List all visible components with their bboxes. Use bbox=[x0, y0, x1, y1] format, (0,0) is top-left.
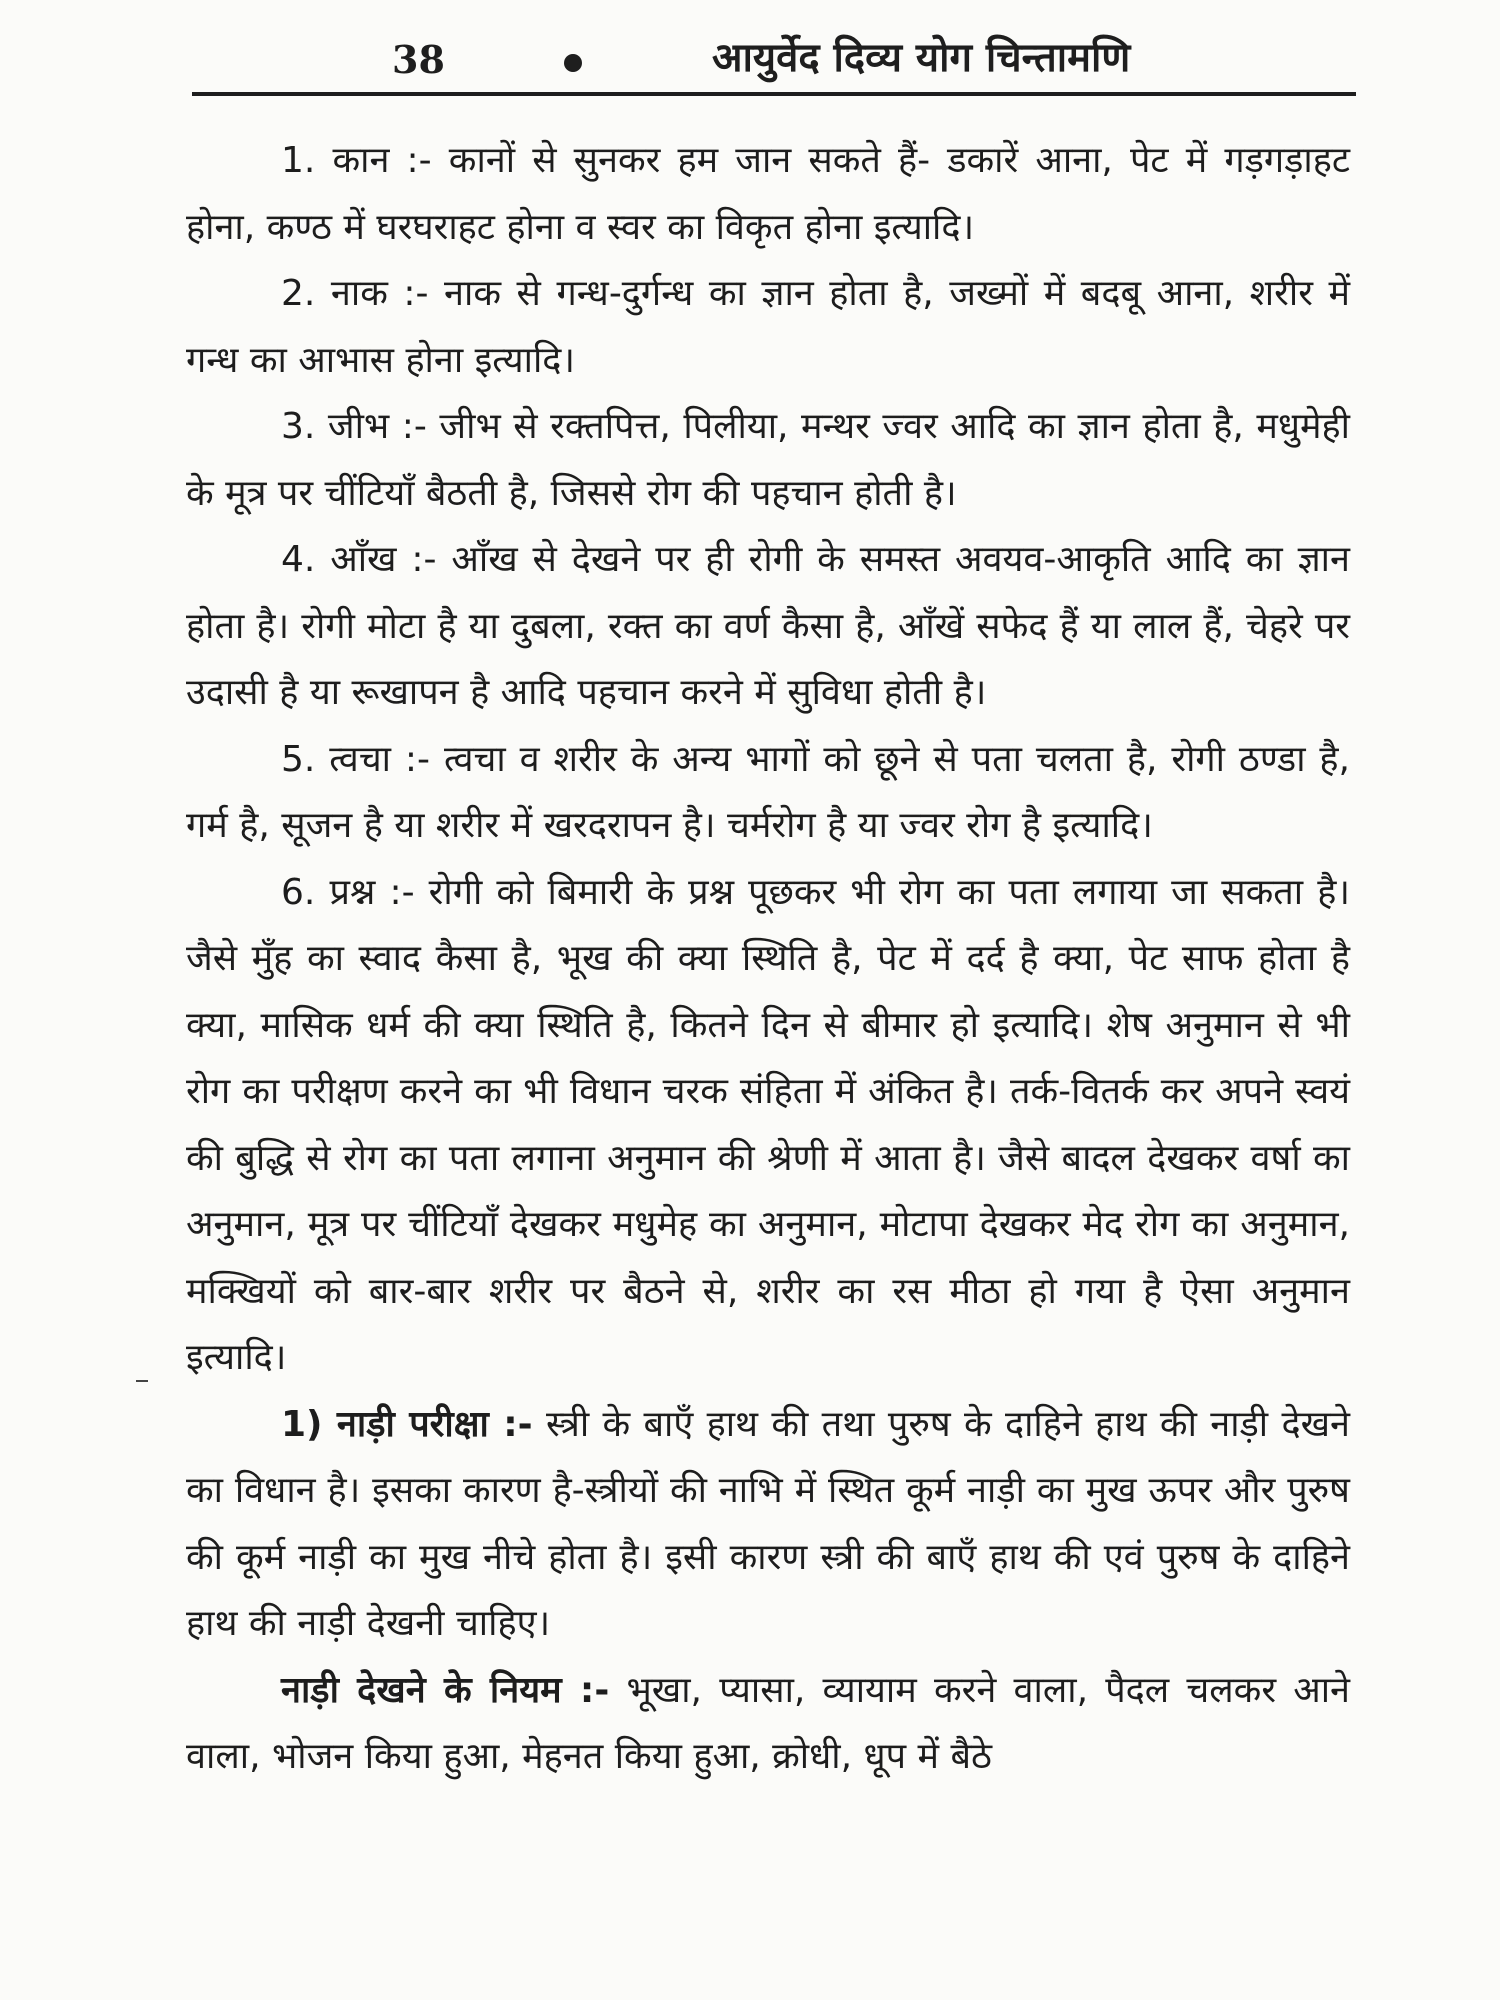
paragraph-text: 1. कान :- कानों से सुनकर हम जान सकते हैं- डकारें आना, पेट में गड़गड़ाहट होना, कण्ठ में घरघराहट होना व स्वर का विकृत होना इत्यादि। bbox=[186, 140, 1350, 248]
running-head bbox=[192, 28, 1356, 92]
paragraph-nose bbox=[186, 261, 1350, 394]
paragraph-heading: नाड़ी देखने के नियम :- bbox=[281, 1669, 610, 1711]
paragraph-pulse-rules bbox=[186, 1658, 1350, 1791]
paragraph-text: भूखा, प्यासा, व्यायाम करने वाला, पैदल चलकर आने वाला, भोजन किया हुआ, मेहनत किया हुआ, क्रोधी, धूप में बैठे bbox=[186, 1669, 1351, 1777]
book-title: आयुर्वेद दिव्य योग चिन्तामणि bbox=[712, 34, 1131, 81]
margin-mark bbox=[136, 1380, 148, 1382]
paragraph-text: 6. प्रश्न :- रोगी को बिमारी के प्रश्न पूछकर भी रोग का पता लगाया जा सकता है। जैसे मुँह का स्वाद कैसा है, भूख की क्या स्थिति है, पेट में दर्द है क्या, पेट साफ होता है क्या, मासिक धर्म की क्या स्थिति है, कितने दिन से बीमार हो इत्यादि। शेष अनुमान से भी रोग का परीक्षण करने का भी विधान चरक संहिता में अंकित है। तर्क-वितर्क कर अपने स्वयं की बुद्धि से रोग का पता लगाना अनुमान की श्रेणी में आता है। जैसे बादल देखकर वर्षा का अनुमान, मूत्र पर चींटियाँ देखकर मधुमेह का अनुमान, मोटापा देखकर मेद रोग का अनुमान, मक्खियों को बार-बार शरीर पर बैठने से, शरीर का रस मीठा हो गया है ऐसा अनुमान इत्यादि। bbox=[186, 871, 1350, 1378]
paragraph-heading: 1) नाड़ी परीक्षा :- bbox=[281, 1403, 533, 1445]
paragraph-text: 4. आँख :- आँख से देखने पर ही रोगी के समस्त अवयव-आकृति आदि का ज्ञान होता है। रोगी मोटा है या दुबला, रक्त का वर्ण कैसा है, आँखें सफेद हैं या लाल हैं, चेहरे पर उदासी है या रूखापन है आदि पहचान करने में सुविधा होती है। bbox=[186, 539, 1350, 713]
header-rule bbox=[192, 92, 1356, 96]
paragraph-question bbox=[186, 860, 1350, 1392]
page-number: 38 bbox=[392, 37, 445, 82]
paragraph-tongue bbox=[186, 394, 1350, 527]
page-body bbox=[186, 128, 1350, 1791]
paragraph-ear bbox=[186, 128, 1350, 261]
paragraph-skin bbox=[186, 727, 1350, 860]
paragraph-text: 5. त्वचा :- त्वचा व शरीर के अन्य भागों को छूने से पता चलता है, रोगी ठण्डा है, गर्म है, सूजन है या शरीर में खरदरापन है। चर्मरोग है या ज्वर रोग है इत्यादि। bbox=[186, 738, 1350, 846]
paragraph-pulse-exam bbox=[186, 1392, 1350, 1658]
paragraph-eye bbox=[186, 527, 1350, 727]
paragraph-text: स्त्री के बाएँ हाथ की तथा पुरुष के दाहिने हाथ की नाड़ी देखने का विधान है। इसका कारण है-स्त्रीयों की नाभि में स्थित कूर्म नाड़ी का मुख ऊपर और पुरुष की कूर्म नाड़ी का मुख नीचे होता है। इसी कारण स्त्री की बाएँ हाथ की एवं पुरुष के दाहिने हाथ की नाड़ी देखनी चाहिए। bbox=[186, 1403, 1350, 1644]
bullet-icon bbox=[564, 54, 582, 72]
paragraph-text: 2. नाक :- नाक से गन्ध-दुर्गन्ध का ज्ञान होता है, जख्मों में बदबू आना, शरीर में गन्ध का आभास होना इत्यादि। bbox=[186, 273, 1350, 381]
paragraph-text: 3. जीभ :- जीभ से रक्तपित्त, पिलीया, मन्थर ज्वर आदि का ज्ञान होता है, मधुमेही के मूत्र पर चींटियाँ बैठती है, जिससे रोग की पहचान होती है। bbox=[186, 406, 1350, 514]
